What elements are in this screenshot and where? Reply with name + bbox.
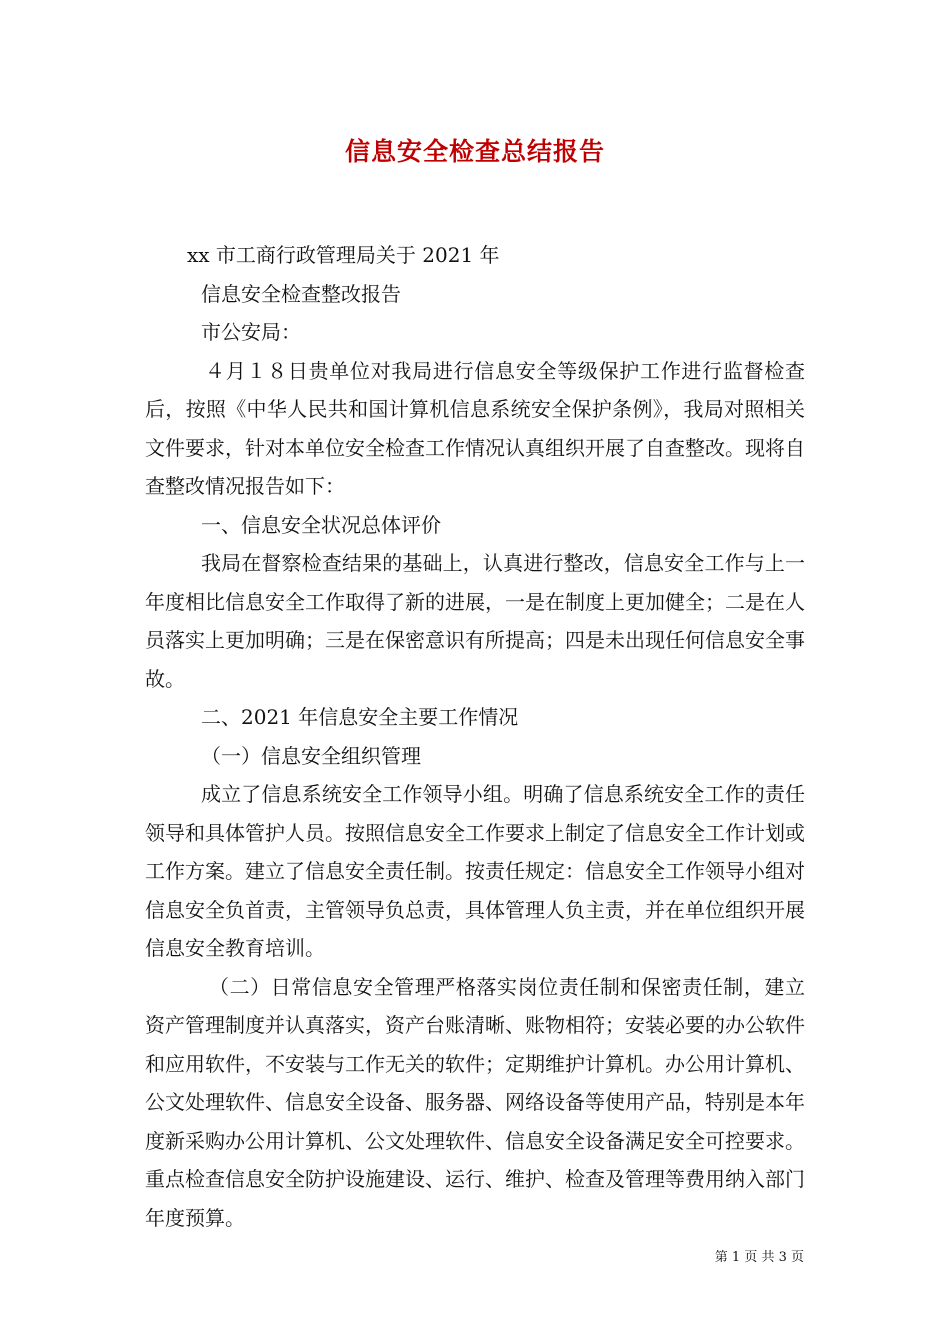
intro-paragraph: ４月１８日贵单位对我局进行信息安全等级保护工作进行监督检查后，按照《中华人民共和国计算机信息系统安全保护条例》，我局对照相关文件要求，针对本单位安全检查工作情况认真组织开展了自查整改。现将自查整改情况报告如下： — [145, 358, 805, 498]
document-title: 信息安全检查总结报告 — [344, 137, 605, 166]
section-1-paragraph: 我局在督察检查结果的基础上，认真进行整改，信息安全工作与上一年度相比信息安全工作取得了新的进展，一是在制度上更加健全；二是在人员落实上更加明确；三是在保密意识有所提高；四是未出现任何信息安全事故。 — [145, 551, 805, 691]
section-2-heading: 二、2021 年信息安全主要工作情况 — [201, 705, 519, 729]
section-1-heading: 一、信息安全状况总体评价 — [201, 512, 441, 537]
document-body — [145, 236, 805, 1237]
subsection-1-heading: （一）信息安全组织管理 — [201, 743, 421, 768]
header-line-1: xx 市工商行政管理局关于 2021 年 — [187, 243, 500, 267]
subsection-2-paragraph: （二）日常信息安全管理严格落实岗位责任制和保密责任制，建立资产管理制度并认真落实，资产台账清晰、账物相符；安装必要的办公软件和应用软件，不安装与工作无关的软件；定期维护计算机。办公用计算机、公文处理软件、信息安全设备、服务器、网络设备等使用产品，特别是本年度新采购办公用计算机、公文处理软件、信息安全设备满足安全可控要求。重点检查信息安全防护设施建设、运行、维护、检查及管理等费用纳入部门年度预算。 — [145, 974, 805, 1230]
header-line-2: 信息安全检查整改报告 — [201, 281, 401, 306]
recipient: 市公安局： — [201, 320, 301, 344]
subsection-1-paragraph: 成立了信息系统安全工作领导小组。明确了信息系统安全工作的责任领导和具体管护人员。按照信息安全工作要求上制定了信息安全工作计划或工作方案。建立了信息安全责任制。按责任规定：信息安全工作领导小组对信息安全负首责，主管领导负总责，具体管理人负主责，并在单位组织开展信息安全教育培训。 — [145, 782, 805, 960]
page-indicator: 第 1 页 共 3 页 — [714, 1250, 804, 1265]
